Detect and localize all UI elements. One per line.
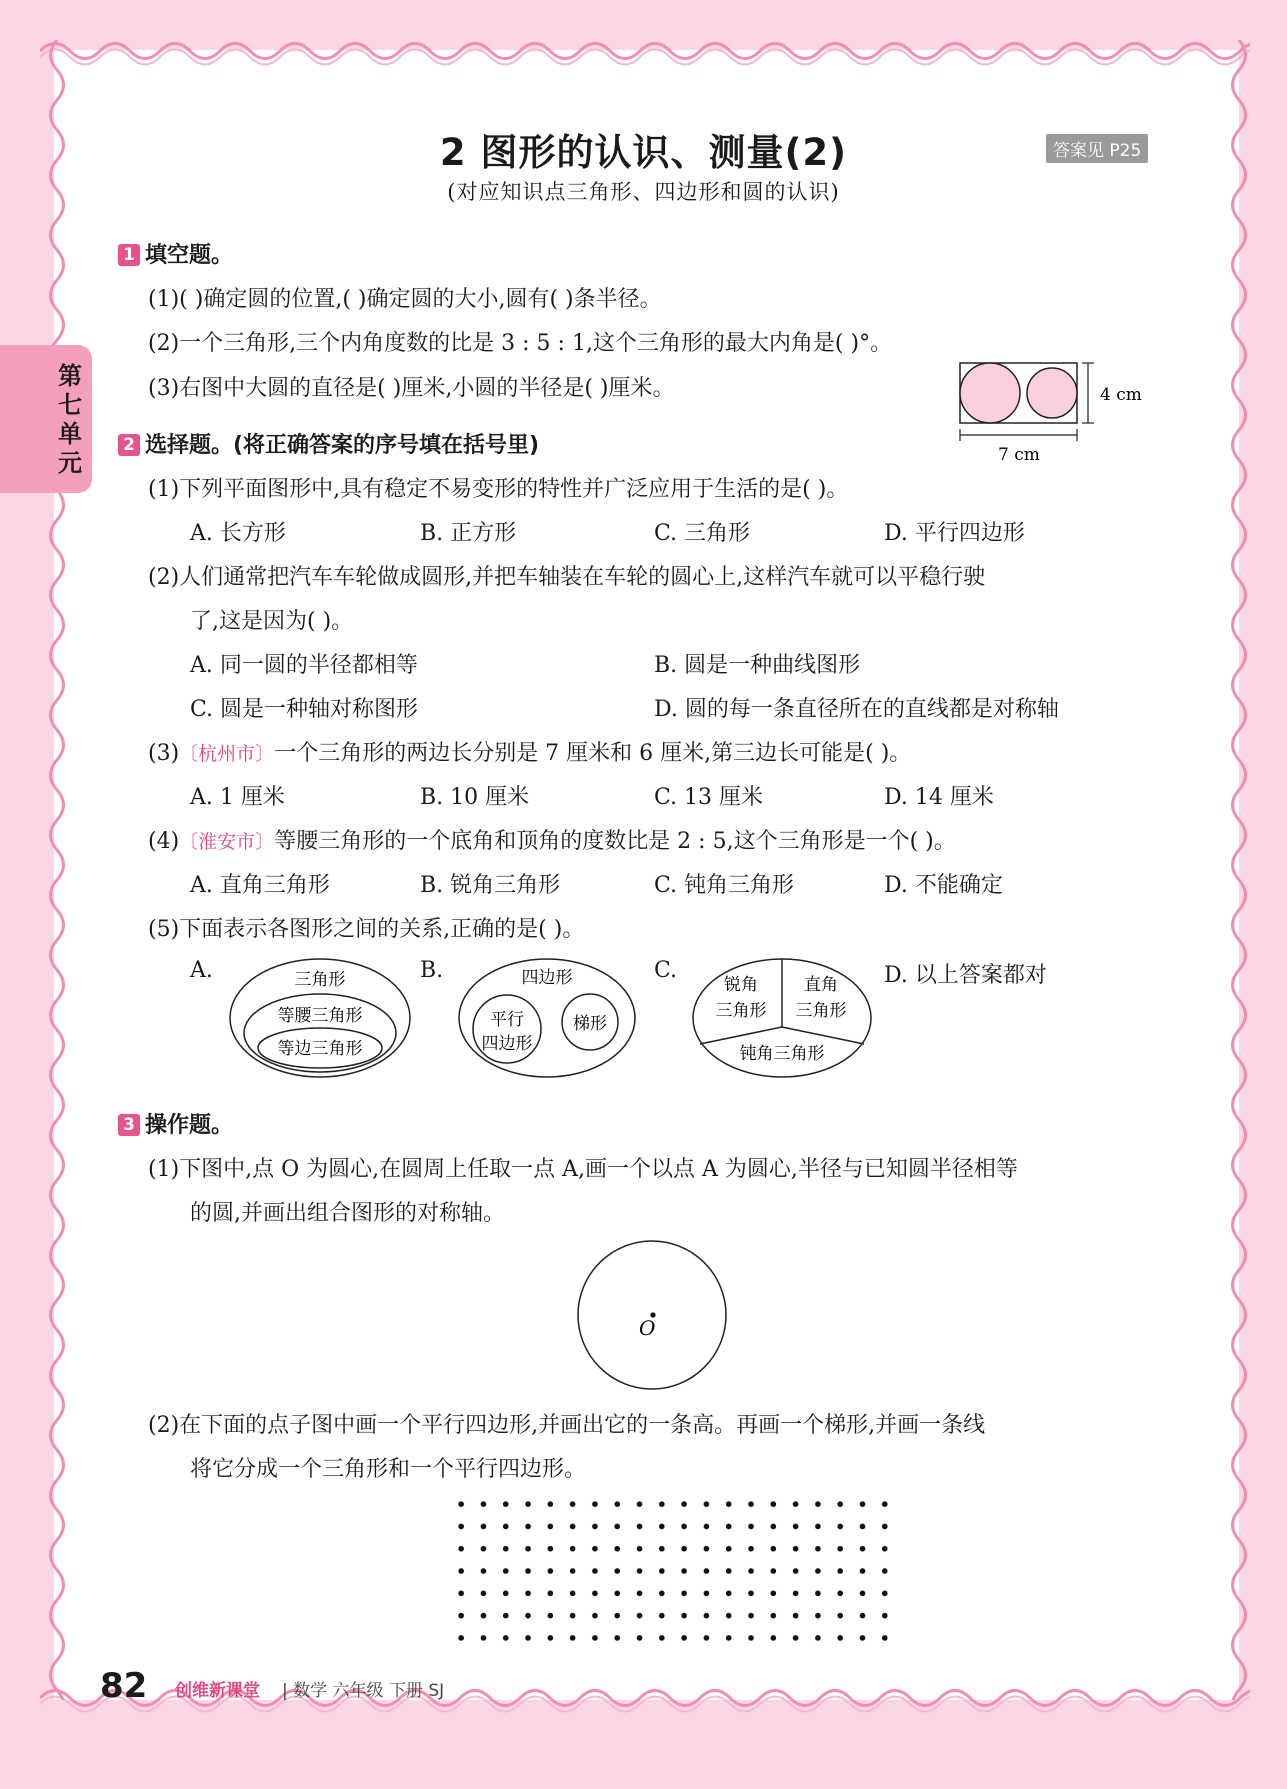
- venn-diagram-b: [455, 955, 639, 1081]
- figure-width-label: 7 cm: [998, 445, 1040, 465]
- s2-question-1: (1)下列平面图形中,具有稳定不易变形的特性并广泛应用于生活的是( )。: [148, 477, 849, 502]
- s3-question-2-line2: 将它分成一个三角形和一个平行四边形。: [190, 1457, 587, 1482]
- s2-question-4: [148, 824, 956, 855]
- s2-q3-option-b: B. 10 厘米: [420, 785, 530, 810]
- s2-q3-option-d: D. 14 厘米: [884, 785, 994, 810]
- s2-q4-text: 等腰三角形的一个底角和顶角的度数比是 2 : 5,这个三角形是一个( )。: [274, 829, 956, 854]
- figure-small-circle: [1027, 368, 1077, 418]
- s2-question-5: (5)下面表示各图形之间的关系,正确的是( )。: [148, 917, 585, 942]
- venn-a-label-middle: 等腰三角形: [277, 1006, 363, 1026]
- s3-question-1-line2: 的圆,并画出组合图形的对称轴。: [190, 1201, 505, 1226]
- s2-q2-option-a: A. 同一圆的半径都相等: [190, 653, 418, 678]
- s2-q2-option-d: D. 圆的每一条直径所在的直线都是对称轴: [654, 697, 1059, 722]
- s2-q3-text: 一个三角形的两边长分别是 7 厘米和 6 厘米,第三边长可能是( )。: [274, 741, 912, 766]
- section-1-title: 填空题。: [145, 243, 234, 268]
- page-subtitle: (对应知识点三角形、四边形和圆的认识): [447, 180, 840, 204]
- pie-c-label-acute-1: 锐角: [724, 975, 758, 995]
- dot-grid[interactable]: [450, 1493, 900, 1645]
- section-2-number: 2: [118, 434, 140, 456]
- pie-c-label-acute-2: 三角形: [715, 1001, 767, 1021]
- venn-diagram-a: [226, 955, 414, 1081]
- s2-q5-label-c: C.: [654, 958, 678, 983]
- section-1-number: 1: [118, 244, 140, 266]
- s2-question-2-line2: 了,这是因为( )。: [190, 609, 354, 634]
- page-number: 82: [100, 1666, 148, 1706]
- figure-big-circle: [960, 363, 1020, 423]
- section-3-heading: [118, 1108, 233, 1139]
- left-wave-border: [44, 40, 70, 1700]
- venn-b-label-parallel-2: 四边形: [481, 1034, 533, 1054]
- s2-q4-option-b: B. 锐角三角形: [420, 873, 561, 898]
- venn-b-label-trapezoid: 梯形: [573, 1014, 607, 1034]
- center-label: O: [639, 1316, 656, 1340]
- top-wave-border: [40, 36, 1250, 66]
- s2-q3-region-tag: 〔杭州市〕: [179, 743, 275, 765]
- section-1-heading: [118, 238, 233, 269]
- unit-side-label: 第七单元: [58, 362, 82, 477]
- s2-q1-option-b: B. 正方形: [420, 521, 517, 546]
- page-title: 2 图形的认识、测量(2): [439, 131, 848, 174]
- footer-info: | 数学 六年级 下册 SJ: [282, 1681, 445, 1701]
- s1-question-2: (2)一个三角形,三个内角度数的比是 3 : 5 : 1,这个三角形的最大内角是( )°。: [148, 331, 893, 356]
- s2-q4-region-tag: 〔淮安市〕: [179, 831, 275, 853]
- venn-b-label-parallel-1: 平行: [490, 1010, 524, 1030]
- figure-height-label: 4 cm: [1100, 385, 1142, 405]
- s2-q4-option-c: C. 钝角三角形: [654, 873, 795, 898]
- footer-brand: 创维新课堂: [175, 1681, 260, 1701]
- s3-question-2-line1: (2)在下面的点子图中画一个平行四边形,并画出它的一条高。再画一个梯形,并画一条线: [148, 1413, 986, 1438]
- s2-q4-prefix: (4): [148, 829, 180, 854]
- pie-c-label-right-1: 直角: [804, 975, 838, 995]
- section-2-title: 选择题。(将正确答案的序号填在括号里): [145, 433, 540, 458]
- section-3-number: 3: [118, 1114, 140, 1136]
- s2-q5-label-a: A.: [190, 958, 213, 983]
- s2-q1-option-d: D. 平行四边形: [884, 521, 1025, 546]
- s1-question-1: (1)( )确定圆的位置,( )确定圆的大小,圆有( )条半径。: [148, 287, 662, 312]
- s2-question-3: [148, 736, 911, 767]
- s2-q3-prefix: (3): [148, 741, 180, 766]
- venn-b-label-outer: 四边形: [521, 968, 573, 988]
- answer-reference-badge: 答案见 P25: [1046, 134, 1148, 163]
- s2-q2-option-c: C. 圆是一种轴对称图形: [190, 697, 419, 722]
- s2-q3-option-a: A. 1 厘米: [190, 785, 285, 810]
- right-wave-border: [1226, 40, 1252, 1700]
- s1-question-3: (3)右图中大圆的直径是( )厘米,小圆的半径是( )厘米。: [148, 376, 675, 401]
- pie-c-label-right-2: 三角形: [795, 1001, 847, 1021]
- s2-q3-option-c: C. 13 厘米: [654, 785, 764, 810]
- s2-q1-option-a: A. 长方形: [190, 521, 286, 546]
- venn-a-label-outer: 三角形: [294, 970, 346, 990]
- s2-q5-label-d: D. 以上答案都对: [884, 963, 1047, 988]
- pie-c-label-obtuse: 钝角三角形: [739, 1044, 825, 1064]
- section-2-heading: [118, 428, 539, 459]
- s2-question-2-line1: (2)人们通常把汽车车轮做成圆形,并把车轴装在车轮的圆心上,这样汽车就可以平稳行驶: [148, 565, 986, 590]
- s2-q4-option-a: A. 直角三角形: [190, 873, 330, 898]
- s2-q5-label-b: B.: [420, 958, 444, 983]
- s2-q1-option-c: C. 三角形: [654, 521, 751, 546]
- circles-rectangle-figure: [950, 355, 1150, 467]
- s2-q4-option-d: D. 不能确定: [884, 873, 1003, 898]
- pie-diagram-c: [690, 955, 874, 1081]
- section-3-title: 操作题。: [145, 1113, 234, 1138]
- s2-q2-option-b: B. 圆是一种曲线图形: [654, 653, 861, 678]
- given-circle-figure: [575, 1238, 730, 1393]
- venn-a-label-inner: 等边三角形: [277, 1039, 363, 1059]
- s3-question-1-line1: (1)下图中,点 O 为圆心,在圆周上任取一点 A,画一个以点 A 为圆心,半径与已知圆半径相等: [148, 1157, 1018, 1182]
